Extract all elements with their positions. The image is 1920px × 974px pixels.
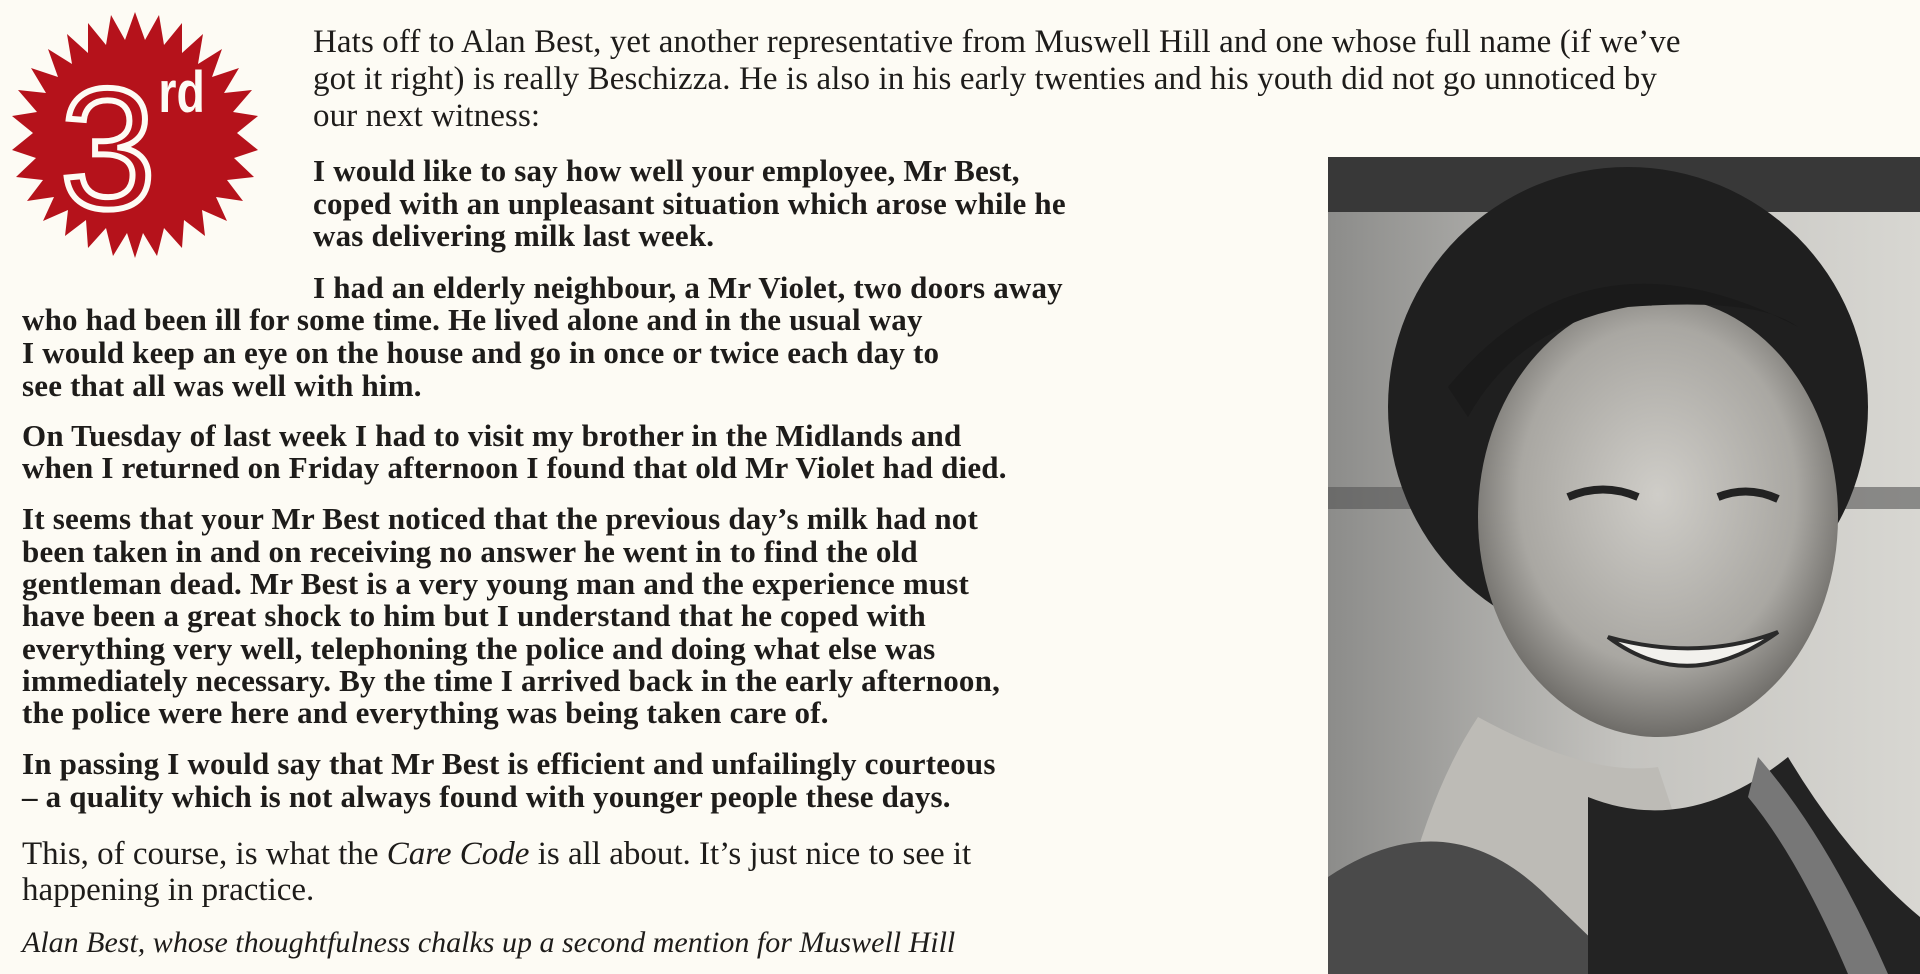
letter-line: It seems that your Mr Best noticed that the previous day’s milk had not <box>22 501 978 536</box>
letter-line: was delivering milk last week. <box>313 218 715 253</box>
intro-line: Hats off to Alan Best, yet another representative from Muswell Hill and one whose full name (if we’ve <box>313 24 1681 60</box>
letter-line: gentleman dead. Mr Best is a very young man and the experience must <box>22 566 970 601</box>
care-code-title: Care Code <box>386 836 530 872</box>
letter-line: coped with an unpleasant situation which arose while he <box>313 186 1066 221</box>
outro-line: happening in practice. <box>22 872 315 908</box>
letter-line: everything very well, telephoning the police and doing what else was <box>22 631 936 666</box>
letter-line: immediately necessary. By the time I arrived back in the early afternoon, <box>22 663 1001 698</box>
outro-text: This, of course, is what the <box>22 836 387 872</box>
letter-line: In passing I would say that Mr Best is efficient and unfailingly courteous <box>22 746 996 781</box>
intro-line: got it right) is really Beschizza. He is also in his early twenties and his youth did not go unnoticed by <box>313 61 1658 97</box>
letter-line: the police were here and everything was being taken care of. <box>22 695 829 730</box>
photo-caption: Alan Best, whose thoughtfulness chalks up a second mention for Muswell Hill <box>22 926 956 959</box>
letter-line: I would keep an eye on the house and go in once or twice each day to <box>22 335 940 370</box>
letter-line: have been a great shock to him but I understand that he coped with <box>22 598 926 633</box>
outro-text: is all about. It’s just nice to see it <box>529 836 972 872</box>
letter-line: who had been ill for some time. He lived alone and in the usual way <box>22 302 923 337</box>
third-place-badge <box>12 12 258 258</box>
letter-line: I had an elderly neighbour, a Mr Violet, two doors away <box>313 270 1063 305</box>
letter-line: see that all was well with him. <box>22 368 422 403</box>
letter-line: On Tuesday of last week I had to visit my brother in the Midlands and <box>22 418 962 453</box>
badge-numeral: 3 <box>60 53 156 245</box>
outro-line <box>22 838 971 871</box>
portrait-image <box>1328 157 1920 974</box>
badge-suffix: rd <box>158 60 205 126</box>
letter-line: – a quality which is not always found with younger people these days. <box>22 779 951 814</box>
starburst-icon <box>12 12 258 258</box>
letter-line: been taken in and on receiving no answer he went in to find the old <box>22 534 918 569</box>
portrait-photo <box>1328 157 1920 974</box>
letter-line: when I returned on Friday afternoon I found that old Mr Violet had died. <box>22 450 1007 485</box>
intro-line: our next witness: <box>313 98 541 134</box>
letter-line: I would like to say how well your employee, Mr Best, <box>313 153 1020 188</box>
